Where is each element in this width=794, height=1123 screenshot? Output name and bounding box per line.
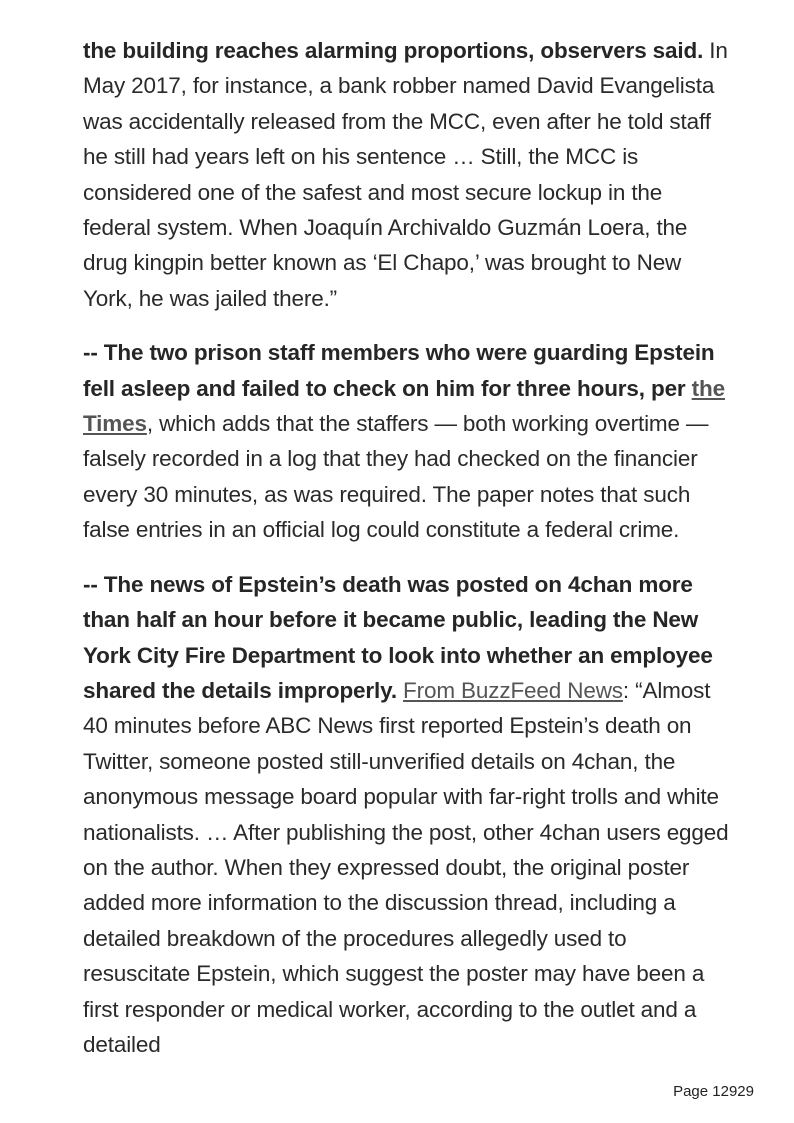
paragraph-3-lead: -- The news of Epstein’s death was posted on 4chan more than half an hour before it became public, leading the New York City Fire Department to look into whether an employee shared the details improperly. (83, 571, 713, 703)
paragraph-2-lead: -- The two prison staff members who were guarding Epstein fell asleep and failed to check on him for three hours, per (83, 340, 715, 401)
paragraph-1-body: In May 2017, for instance, a bank robber named David Evangelista was accidentally released from the MCC, even after he told staff he still had years left on his sentence … Still, the MCC is considered one of the safest and most secure lockup in the federal system. When Joaquín Archivaldo Guzmán Loera, the drug kingpin better known as ‘El Chapo,’ was brought to New York, he was jailed there.” (83, 38, 728, 311)
paragraph-1 (83, 33, 733, 316)
document-page (83, 33, 733, 1083)
page-number: Page 12929 (673, 1083, 754, 1100)
paragraph-2-body: , which adds that the staffers — both working overtime — falsely recorded in a log that they had checked on the financier every 30 minutes, as was required. The paper notes that such false entries in an official log could constitute a federal crime. (83, 411, 709, 543)
times-link[interactable]: the Times (83, 375, 725, 437)
buzzfeed-news-link[interactable]: From BuzzFeed News (403, 677, 623, 703)
paragraph-1-lead: the building reaches alarming proportions, observers said. (83, 38, 704, 63)
paragraph-3 (83, 567, 733, 1063)
paragraph-2 (83, 335, 733, 547)
paragraph-3-body: : “Almost 40 minutes before ABC News first reported Epstein’s death on Twitter, someone posted still-unverified details on 4chan, the anonymous message board popular with far-right trolls and white nationalists. … After publishing the post, other 4chan users egged on the author. When they expressed doubt, the original poster added more information to the discussion thread, including a detailed breakdown of the procedures allegedly used to resuscitate Epstein, which suggest the poster may have been a first responder or medical worker, according to the outlet and a detailed (83, 677, 729, 1057)
